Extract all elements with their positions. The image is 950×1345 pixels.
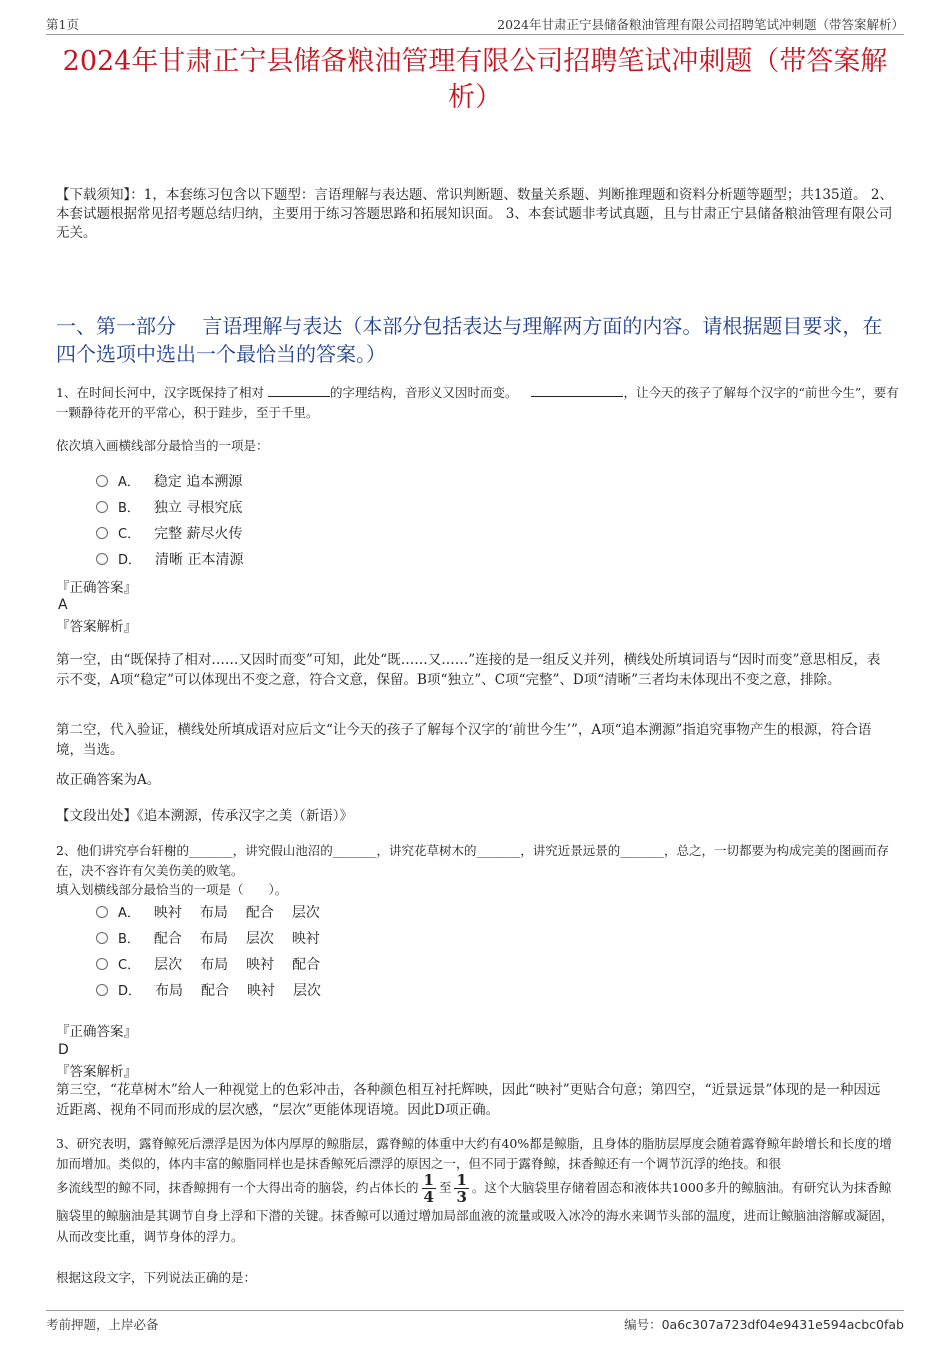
document-title: 2024年甘肃正宁县储备粮油管理有限公司招聘笔试冲刺题（带答案解析） — [62, 46, 888, 113]
q2-analysis-label: 『答案解析』 — [56, 1064, 137, 1080]
q2-option-c[interactable]: C． 层次 布局 映衬 配合 — [96, 955, 338, 976]
q1-option-c[interactable]: C． 完整 薪尽火传 — [96, 524, 243, 545]
q3-stem-2: 多流线型的鲸不同，抹香鲸拥有一个大得出奇的脑袋，约占体长的 $\frac{1}{4}$ 至 $\frac{1}{3}$ 。这个大脑袋里存储着固态和液体共1000多升的鲸脑油。有研究认为抹香鲸脑袋里的鲸脑油是其调节自身上浮和下潜的关键。抹香鲸可以通过增加局部血液的流量或吸入冰冷的海水来调节头部的温度，进而让鲸脑油溶解或凝固，从而改变比重，调节身体的浮力。 — [56, 1171, 894, 1244]
q1-option-b[interactable]: B． 独立 寻根究底 — [96, 498, 242, 519]
radio-icon[interactable] — [96, 984, 108, 996]
q1-answer: A — [58, 597, 68, 613]
page-footer — [46, 1310, 904, 1332]
q2-prompt: 填入划横线部分最恰当的一项是（ ）。 — [56, 882, 288, 897]
q1-stem: 1、在时间长河中，汉字既保持了相对 的字理结构，音形义又因时而变。 ，让今天的孩子了解每个汉字的“前世今生”，要有一颗静待花开的平常心，积于跬步，至于千里。 — [56, 382, 900, 423]
radio-icon[interactable] — [96, 553, 108, 565]
q2-option-d[interactable]: D． 布局 配合 映衬 层次 — [96, 981, 339, 1002]
q1-conclusion: 故正确答案为A。 — [56, 772, 161, 788]
radio-icon[interactable] — [96, 475, 108, 487]
q1-source: 【文段出处】《追本溯源，传承汉字之美（新语）》 — [56, 808, 353, 824]
fraction-one-quarter: $\frac{1}{4}$ — [423, 1171, 434, 1206]
q1-answer-label: 『正确答案』 — [56, 580, 137, 596]
q2-answer: D — [58, 1042, 69, 1058]
q1-analysis-2: 第二空，代入验证，横线处所填成语对应后文“让今天的孩子了解每个汉字的‘前世今生’”，A项“追本溯源”指追究事物产生的根源，符合语境，当选。 — [56, 722, 872, 758]
fraction-one-third: $\frac{1}{3}$ — [456, 1171, 467, 1206]
q1-analysis-label: 『答案解析』 — [56, 619, 137, 635]
footer-slogan: 考前押题，上岸必备 — [46, 1317, 159, 1332]
page-number: 第1页 — [46, 17, 79, 32]
section-heading: 一、第一部分 言语理解与表达（本部分包括表达与理解两方面的内容。请根据题目要求，在四个选项中选出一个最恰当的答案。） — [56, 314, 883, 366]
q2-option-a[interactable]: A． 映衬 布局 配合 层次 — [96, 903, 338, 924]
radio-icon[interactable] — [96, 527, 108, 539]
footer-code: 编号：0a6c307a723df04e9431e594acbc0fab — [624, 1317, 904, 1332]
download-notice: 【下载须知】：1，本套练习包含以下题型：言语理解与表达题、常识判断题、数量关系题、判断推理题和资料分析题等题型；共135道。 2、本套试题根据常见招考题总结归纳，主要用于练习答题思路和拓展知识面。 3、本套试题非考试真题，且与甘肃正宁县储备粮油管理有限公司无关。 — [56, 187, 893, 241]
q2-option-b[interactable]: B． 配合 布局 层次 映衬 — [96, 929, 338, 950]
blank-1 — [268, 382, 330, 397]
q2-answer-label: 『正确答案』 — [56, 1024, 137, 1040]
q3-prompt: 根据这段文字，下列说法正确的是： — [56, 1270, 257, 1285]
q1-analysis-1: 第一空，由“既保持了相对……又因时而变”可知，此处“既……又……”连接的是一组反义并列，横线处所填词语与“因时而变”意思相反，表示不变，A项“稳定”可以体现出不变之意，符合文意，保留。B项“独立”、C项“完整”、D项“清晰”三者均未体现出不变之意，排除。 — [56, 652, 881, 688]
q3-stem-1: 3、研究表明，露脊鲸死后漂浮是因为体内厚厚的鲸脂层，露脊鲸的体重中大约有40%都是鲸脂，且身体的脂肪层厚度会随着露脊鲸年龄增长和长度的增加而增加。类似的，体内丰富的鲸脂同样也是抹香鲸死后漂浮的原因之一，但不同于露脊鲸，抹香鲸还有一个调节沉浮的绝技。和很 — [56, 1136, 892, 1171]
q1-prompt: 依次填入画横线部分最恰当的一项是： — [56, 438, 269, 453]
page-header — [46, 14, 904, 35]
radio-icon[interactable] — [96, 958, 108, 970]
q2-analysis: 第三空，“花草树木”给人一种视觉上的色彩冲击，各种颜色相互衬托辉映，因此“映衬”更贴合句意；第四空，“近景远景”体现的是一种因远近距离、视角不同而形成的层次感，“层次”更能体现语境。因此D项正确。 — [56, 1082, 881, 1118]
blank-2 — [531, 382, 623, 397]
radio-icon[interactable] — [96, 906, 108, 918]
q2-stem: 2、他们讲究亭台轩榭的_______，讲究假山池沼的_______，讲究花草树木的_______，讲究近景远景的_______，总之，一切都要为构成完美的图画而存在，决不容许有欠美伤美的败笔。 — [56, 843, 889, 878]
radio-icon[interactable] — [96, 501, 108, 513]
radio-icon[interactable] — [96, 932, 108, 944]
header-doc-title: 2024年甘肃正宁县储备粮油管理有限公司招聘笔试冲刺题（带答案解析） — [497, 17, 904, 32]
q1-option-d[interactable]: D． 清晰 正本清源 — [96, 550, 243, 571]
q1-option-a[interactable]: A． 稳定 追本溯源 — [96, 472, 242, 493]
